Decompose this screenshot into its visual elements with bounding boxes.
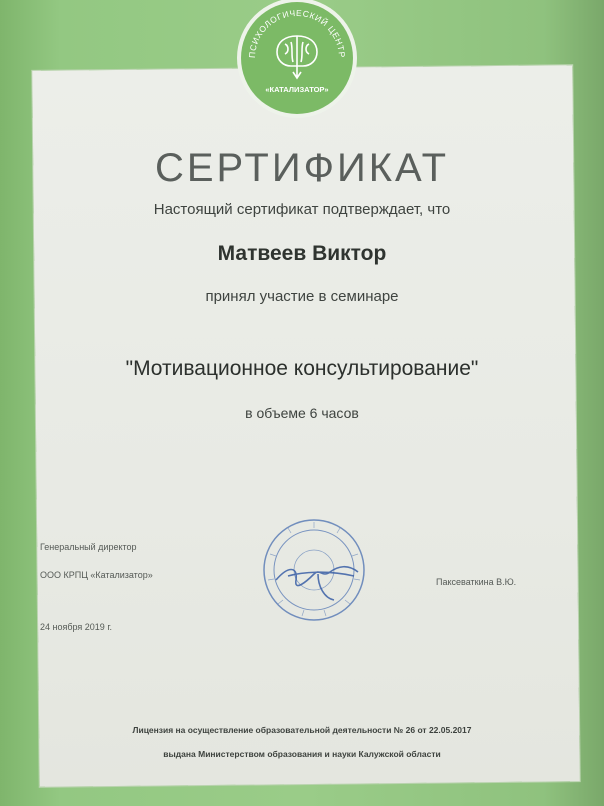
course-title: "Мотивационное консультирование" [125, 357, 479, 380]
intro-text: Настоящий сертификат подтверждает, что [153, 201, 451, 218]
participation-text: принял участие в семинаре [205, 288, 399, 305]
license-line-1: Лицензия на осуществление образовательной деятельности № 26 от 22.05.2017 [132, 725, 472, 735]
issue-date: 24 ноября 2019 г. [40, 622, 112, 632]
license-line-2: выдана Министерством образования и науки Калужской области [163, 749, 441, 759]
recipient-name: Матвеев Виктор [217, 242, 387, 265]
certificate-title: СЕРТИФИКАТ [154, 146, 450, 190]
logo-arc-text: ПСИХОЛОГИЧЕСКИЙ ЦЕНТР [246, 7, 348, 59]
signatory-name: Паксеваткина В.Ю. [436, 577, 517, 587]
logo-bottom-text: «КАТАЛИЗАТОР» [265, 85, 329, 94]
signatory-organization: ООО КРПЦ «Катализатор» [40, 570, 153, 580]
course-volume: в объеме 6 часов [245, 405, 359, 421]
catalyst-logo [241, 2, 353, 114]
signatory-position: Генеральный директор [40, 542, 137, 552]
brain-icon [277, 36, 317, 78]
official-stamp [258, 514, 370, 626]
